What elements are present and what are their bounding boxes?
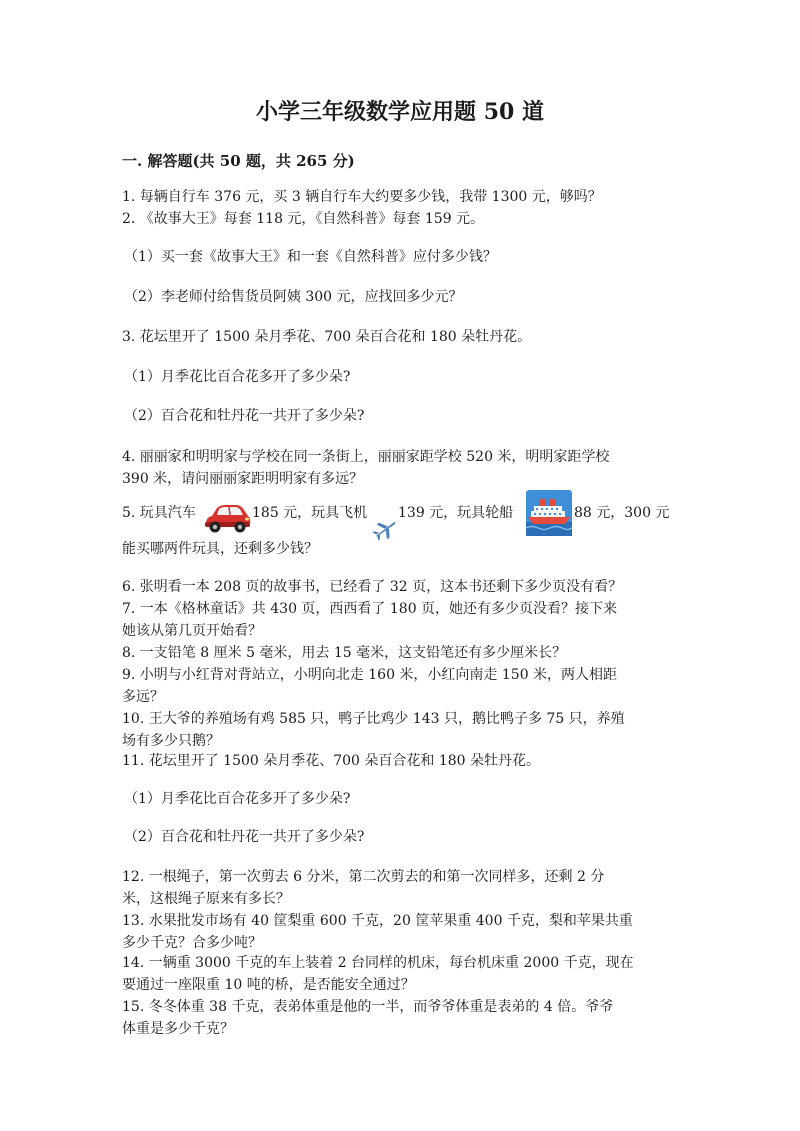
question-15-line-1: 15. 冬冬体重 38 千克，表弟体重是他的一半，而爷爷体重是表弟的 4 倍。爷爷	[122, 999, 614, 1015]
question-1: 1. 每辆自行车 376 元，买 3 辆自行车大约要多少钱，我带 1300 元，够吗？	[122, 189, 602, 205]
question-5-text-ship: 139 元，玩具轮船	[398, 505, 514, 521]
question-3-part-2: （2）百合花和牡丹花一共开了多少朵?	[124, 408, 365, 424]
question-12-line-2: 米，这根绳子原来有多长？	[122, 891, 290, 907]
question-7-line-2: 她该从第几页开始看？	[122, 623, 262, 639]
question-5-text-car: 5. 玩具汽车	[122, 505, 196, 521]
question-4-line-2: 390 米，请问丽丽家距明明家有多远？	[122, 471, 364, 487]
question-5-line-2: 能买哪两件玩具，还剩多少钱？	[122, 541, 318, 557]
question-13-line-1: 13. 水果批发市场有 40 筐梨重 600 千克，20 筐苹果重 400 千克，梨和苹果共重	[122, 913, 633, 929]
question-9-line-1: 9. 小明与小红背对背站立，小明向北走 160 米，小红向南走 150 米，两人相距	[122, 667, 618, 683]
question-12-line-1: 12. 一根绳子，第一次剪去 6 分米，第二次剪去的和第一次同样多，还剩 2 分	[122, 869, 605, 885]
question-11: 11. 花坛里开了 1500 朵月季花、700 朵百合花和 180 朵牡丹花。	[122, 753, 541, 769]
question-10-line-1: 10. 王大爷的养殖场有鸡 585 只，鸭子比鸡少 143 只，鹅比鸭子多 75 只，养殖	[122, 711, 625, 727]
question-13-line-2: 多少千克？合多少吨？	[122, 935, 262, 951]
question-5-text-plane: 185 元，玩具飞机	[252, 505, 368, 521]
question-2: 2. 《故事大王》每套 118 元，《自然科普》每套 159 元。	[122, 211, 485, 227]
question-6: 6. 张明看一本 208 页的故事书，已经看了 32 页，这本书还剩下多少页没有看？	[122, 579, 623, 595]
question-14-line-1: 14. 一辆重 3000 千克的车上装着 2 台同样的机床，每台机床重 2000 千克，现在	[122, 955, 634, 971]
question-11-part-2: （2）百合花和牡丹花一共开了多少朵?	[124, 829, 365, 845]
question-10-line-2: 场有多少只鹅？	[122, 733, 220, 749]
ship-icon	[526, 490, 572, 536]
question-2-part-2: （2）李老师付给售货员阿姨 300 元，应找回多少元？	[124, 289, 463, 305]
question-3-part-1: （1）月季花比百合花多开了多少朵?	[124, 369, 351, 385]
page-title: 小学三年级数学应用题 50 道	[256, 99, 544, 125]
question-3: 3. 花坛里开了 1500 朵月季花、700 朵百合花和 180 朵牡丹花。	[122, 329, 532, 345]
question-8: 8. 一支铅笔 8 厘米 5 毫米，用去 15 毫米，这支铅笔还有多少厘米长？	[122, 645, 567, 661]
question-5-text-total: 88 元，300 元	[574, 505, 670, 521]
question-15-line-2: 体重是多少千克？	[122, 1021, 234, 1037]
question-2-part-1: （1）买一套《故事大王》和一套《自然科普》应付多少钱？	[124, 249, 497, 265]
question-11-part-1: （1）月季花比百合花多开了多少朵?	[124, 791, 351, 807]
question-4-line-1: 4. 丽丽家和明明家与学校在同一条街上，丽丽家距学校 520 米，明明家距学校	[122, 449, 610, 465]
question-7-line-1: 7. 一本《格林童话》共 430 页，西西看了 180 页，她还有多少页没看？接下来	[122, 601, 618, 617]
section-heading: 一. 解答题(共 50 题，共 265 分)	[122, 152, 355, 170]
question-9-line-2: 多远？	[122, 689, 164, 705]
car-icon	[202, 500, 252, 536]
question-14-line-2: 要通过一座限重 10 吨的桥，是否能安全通过？	[122, 977, 415, 993]
